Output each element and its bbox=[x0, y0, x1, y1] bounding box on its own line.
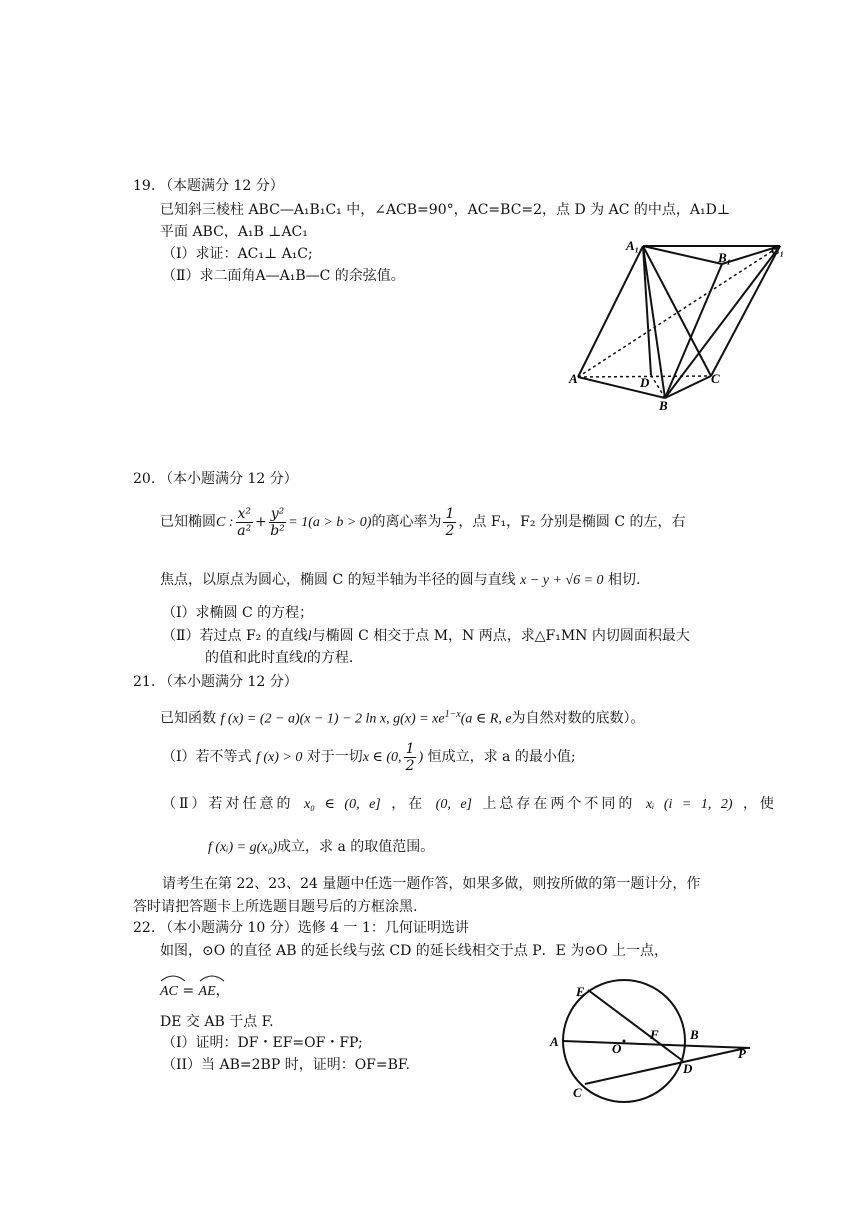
q19-part1: （I）求证：AC₁⊥ A₁C; bbox=[162, 246, 313, 262]
q20-stem-line: 已知椭圆C : $\frac{\text{x²}}{\text{a²}}$ + $\frac{\text{y²}}{\text{b²}}$ = 1(a > b > 0)的离心率为 $\frac{1}{2}$ ，点 F₁，F₂ 分别是椭圆 C 的左，右 bbox=[160, 505, 686, 539]
fig19-label-a1: A₁ bbox=[626, 238, 640, 253]
q19-number: 19. bbox=[133, 178, 156, 194]
arc-ae-label: AE bbox=[198, 984, 216, 999]
arc-ac-mark bbox=[160, 974, 186, 982]
circle-figure bbox=[545, 975, 760, 1105]
q21-func: f (x) = (2 − a)(x − 1) − 2 ln x, g(x) = xe bbox=[220, 711, 445, 727]
fig22-label-c: C bbox=[573, 1085, 582, 1100]
q21-stem-a: 已知函数 bbox=[160, 710, 216, 727]
q19-stem-1: 已知斜三棱柱 ABC—A₁B₁C₁ 中，∠ACB=90°，AC=BC=2，点 D 为 AC 的中点，A₁D⊥ bbox=[160, 202, 731, 218]
q22-header: （本小题满分 10 分）选修 4 一 1：几何证明选讲 bbox=[159, 920, 469, 936]
fig22-label-b: B bbox=[690, 1027, 699, 1042]
q20-stem-a: 已知椭圆 bbox=[160, 514, 216, 530]
fig22-label-p: P bbox=[738, 1046, 746, 1061]
fig19-label-c: C bbox=[711, 371, 720, 386]
q21-p1-range-a: x ∈ (0, bbox=[362, 750, 402, 765]
fraction-den: 2 bbox=[445, 522, 455, 539]
q21-p2-a: （Ⅱ）若对任意的 bbox=[162, 796, 294, 812]
q20-part2-a: （Ⅱ）若过点 F₂ 的直线 bbox=[162, 628, 308, 644]
instruction-line-2: 答时请把答题卡上所选题目题号后的方框涂黑. bbox=[133, 899, 418, 915]
q20-part2-d: 的方程. bbox=[306, 650, 354, 666]
q21-p2-eq: f (xᵢ) = g(x₀) bbox=[208, 840, 277, 855]
q20-ellipse-c: C : bbox=[216, 515, 234, 530]
q21-p2-xi: xᵢ (i = 1, 2) bbox=[645, 797, 733, 812]
q22-number: 22. bbox=[133, 920, 156, 936]
q20-part2-c: 的值和此时直线 bbox=[205, 650, 303, 666]
q20-part2-line-2 bbox=[205, 648, 353, 669]
arc-ae bbox=[199, 976, 216, 1004]
fig22-label-o: O bbox=[612, 1041, 622, 1056]
q19-part2: （Ⅱ）求二面角A—A₁B—C 的余弦值。 bbox=[162, 268, 405, 284]
q21-p2-e: 成立，求 a 的取值范围。 bbox=[277, 839, 435, 855]
q20-part2-line bbox=[162, 626, 690, 647]
q21-p1-a: （I）若不等式 bbox=[162, 749, 252, 765]
q20-stem-e: 相切. bbox=[607, 572, 641, 588]
q22-arc-equation bbox=[160, 976, 230, 1004]
q21-p1-ineq: f (x) > 0 bbox=[255, 750, 303, 765]
q20-number: 20. bbox=[133, 471, 156, 487]
arc-comma: ， bbox=[215, 983, 230, 999]
instruction-line-1: 请考生在第 22、23、24 量题中任选一题作答，如果多做，则按所做的第一题计分，作 bbox=[162, 876, 701, 892]
q19-header: （本题满分 12 分） bbox=[159, 178, 284, 194]
q20-stem-c: ，点 F₁，F₂ 分别是椭圆 C 的左，右 bbox=[458, 514, 686, 530]
fraction-den: a² bbox=[237, 522, 252, 539]
fraction-y2-b2 bbox=[269, 506, 287, 539]
q20-l-2: l bbox=[303, 651, 307, 666]
q21-p1-b: 对于一切 bbox=[306, 749, 363, 765]
q22-part2: （II）当 AB=2BP 时，证明：OF=BF. bbox=[162, 1057, 410, 1073]
arc-ae-mark bbox=[199, 974, 225, 982]
q21-part2-line-2 bbox=[208, 837, 434, 858]
fraction-num: x² bbox=[237, 505, 252, 522]
q21-header: （本小题满分 12 分） bbox=[159, 674, 298, 690]
fig22-label-e: E bbox=[576, 984, 585, 999]
prism-figure bbox=[565, 236, 795, 416]
q20-stem-b: 的离心率为 bbox=[371, 514, 442, 530]
q21-exp: 1−x bbox=[444, 709, 461, 720]
q21-p2-d: ，使 bbox=[742, 796, 777, 812]
fig19-label-c1: C₁ bbox=[771, 242, 785, 257]
q20-header: （本小题满分 12 分） bbox=[159, 471, 298, 487]
q20-stem-line-2 bbox=[160, 570, 640, 591]
fig22-label-f: F bbox=[650, 1027, 659, 1042]
q20-line-eq: x − y + √6 = 0 bbox=[520, 573, 604, 588]
fig19-label-b: B bbox=[659, 398, 668, 413]
q21-p2-c: 上总存在两个不同的 bbox=[482, 796, 636, 812]
q21-stem-line bbox=[160, 705, 645, 730]
fraction-half bbox=[443, 506, 456, 539]
q20-part2-b: 与椭圆 C 相交于点 M，N 两点，求△F₁MN 内切圆面积最大 bbox=[311, 628, 690, 644]
fraction-num: 1 bbox=[405, 740, 415, 757]
fraction-den: 2 bbox=[405, 757, 415, 774]
q21-p2-x0: x₀ ∈ (0, e] bbox=[303, 797, 381, 812]
q21-p2-int: (0, e] bbox=[435, 797, 472, 812]
fig22-label-a: A bbox=[550, 1034, 559, 1049]
fraction-num: y² bbox=[270, 505, 285, 522]
fig19-label-b1: B₁ bbox=[718, 250, 732, 265]
q21-func-b: (a ∈ R, e bbox=[460, 711, 512, 727]
q22-stem-2: DE 交 AB 于点 F. bbox=[160, 1014, 274, 1030]
arc-eq-sign: = bbox=[182, 983, 195, 999]
q21-number: 21. bbox=[133, 674, 156, 690]
fig19-label-a: A bbox=[569, 371, 578, 386]
q22-part1: （I）证明：DF・EF=OF・FP; bbox=[162, 1035, 363, 1051]
fraction-num: 1 bbox=[445, 505, 455, 522]
fig19-label-d: D bbox=[640, 375, 650, 390]
q20-l: l bbox=[307, 629, 312, 644]
q21-p1-c: 恒成立，求 a 的最小值; bbox=[427, 749, 576, 765]
fraction-p1-half bbox=[404, 741, 417, 774]
q21-part1-line bbox=[162, 738, 576, 777]
q21-p2-b: ，在 bbox=[391, 796, 426, 812]
q22-stem-1: 如图，⊙O 的直径 AB 的延长线与弦 CD 的延长线相交于点 P．E 为⊙O 上一点， bbox=[160, 943, 668, 959]
arc-ac bbox=[160, 976, 178, 1004]
q19-stem-2: 平面 ABC，A₁B ⊥AC₁ bbox=[160, 224, 308, 240]
q20-part1: （I）求椭圆 C 的方程； bbox=[162, 605, 314, 621]
fraction-x2-a2 bbox=[236, 506, 254, 539]
q21-part2-line bbox=[162, 794, 777, 815]
arc-ac-label: AC bbox=[160, 984, 178, 999]
fraction-den: b² bbox=[270, 522, 285, 539]
q20-cond: = 1(a > b > 0) bbox=[288, 515, 372, 530]
q21-stem-b: 为自然对数的底数）。 bbox=[511, 710, 645, 727]
fig22-label-d: D bbox=[683, 1061, 693, 1076]
q21-p1-range-b: ) bbox=[418, 750, 424, 765]
q20-stem-d: 焦点，以原点为圆心，椭圆 C 的短半轴为半径的圆与直线 bbox=[160, 572, 516, 588]
center-point bbox=[623, 1040, 626, 1043]
